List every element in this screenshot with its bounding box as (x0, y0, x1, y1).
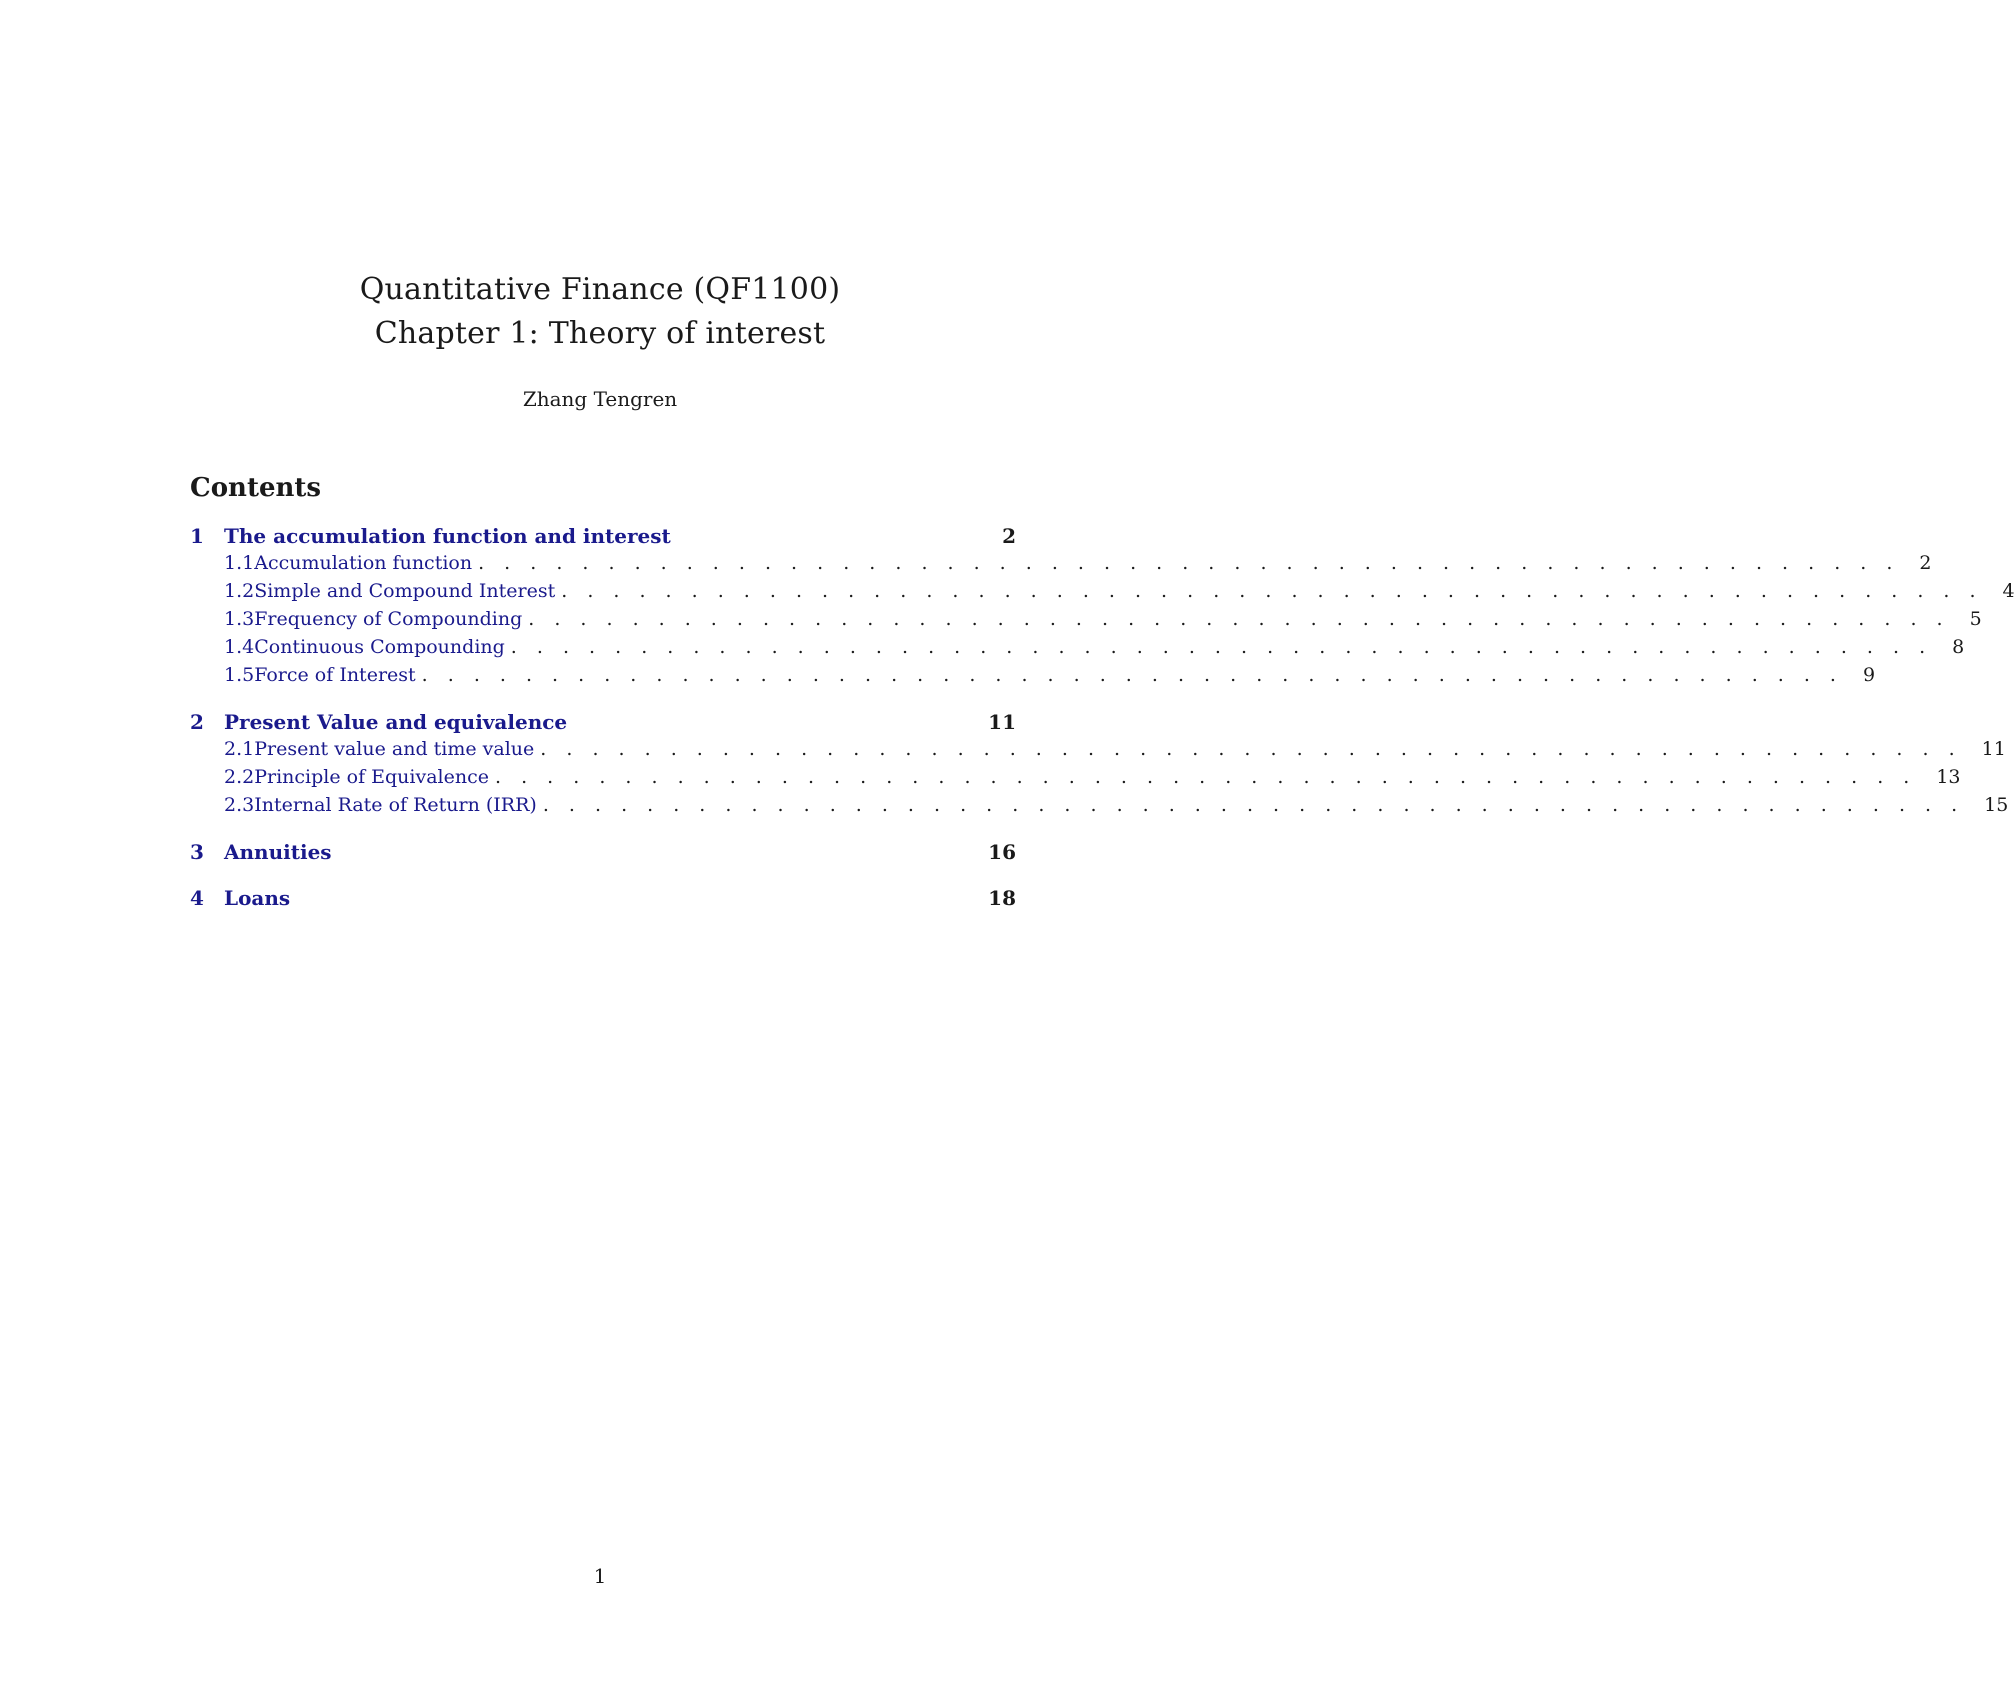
table-of-contents (190, 524, 2015, 932)
toc-section-number: 4 (190, 886, 204, 910)
toc-section-link[interactable] (190, 710, 1016, 738)
toc-subsection-link[interactable] (190, 766, 1961, 794)
toc-section-title: Annuities (224, 840, 332, 864)
toc-subsection-title: Simple and Compound Interest (254, 580, 556, 602)
toc-section-page: 16 (988, 840, 1016, 864)
toc-subsection-number: 2.2 (224, 766, 255, 788)
toc-section-title: Present Value and equivalence (224, 710, 568, 734)
toc-subsection-number: 2.3 (224, 794, 255, 816)
toc-subsection-page: 11 (1981, 738, 2006, 760)
toc-dot-leader: . . . . . . . . . . . . . . . . . . . . . . . . . . . . . . . . . . . . . . . . . . . . . . . . . . . . . . . (510, 636, 1933, 658)
toc-dot-leader: . . . . . . . . . . . . . . . . . . . . . . . . . . . . . . . . . . . . . . . . . . . . . . . . . . . . . . . (478, 552, 1900, 574)
toc-section-number: 1 (190, 524, 204, 548)
toc-section-page: 11 (988, 710, 1016, 734)
toc-section (190, 886, 1016, 914)
toc-subsection-title: Principle of Equivalence (254, 766, 490, 788)
toc-subsection-number: 1.2 (224, 580, 255, 602)
toc-dot-leader: . . . . . . . . . . . . . . . . . . . . . . . . . . . . . . . . . . . . . . . . . . . . . . . . . . . . . . . (528, 608, 1950, 630)
toc-dot-leader: . . . . . . . . . . . . . . . . . . . . . . . . . . . . . . . . . . . . . . . . . . . . . . . . . . . . . . . (561, 580, 1983, 602)
toc-subsection-title: Force of Interest (254, 664, 416, 686)
toc-section (190, 710, 2009, 822)
toc-subsection-number: 1.4 (224, 636, 255, 658)
toc-section-page: 2 (1002, 524, 1016, 548)
toc-section (190, 840, 1016, 868)
toc-subsection-title: Frequency of Compounding (254, 608, 523, 630)
toc-section-number: 3 (190, 840, 204, 864)
title-block (0, 268, 1200, 412)
toc-subsection-title: Continuous Compounding (254, 636, 505, 658)
toc-dot-leader: . . . . . . . . . . . . . . . . . . . . . . . . . . . . . . . . . . . . . . . . . . . . . . . . . . . . . . . (540, 738, 1962, 760)
toc-dot-leader: . . . . . . . . . . . . . . . . . . . . . . . . . . . . . . . . . . . . . . . . . . . . . . . . . . . . . . . (421, 664, 1843, 686)
page-number: 1 (593, 1564, 607, 1588)
toc-subsection-link[interactable] (190, 636, 1965, 664)
toc-section-link[interactable] (190, 840, 1016, 868)
toc-section (190, 524, 2015, 692)
contents-heading: Contents (190, 473, 322, 503)
toc-subsection-page: 13 (1936, 766, 1961, 788)
toc-subsection-link[interactable] (190, 608, 1982, 636)
document-title: Quantitative Finance (QF1100) (359, 272, 841, 307)
toc-subsection-link[interactable] (190, 794, 2009, 822)
toc-section-title: Loans (224, 886, 291, 910)
toc-section-page: 18 (988, 886, 1016, 910)
toc-subsection-number: 1.3 (224, 608, 255, 630)
toc-subsection-link[interactable] (190, 552, 1932, 580)
toc-subsection-title: Accumulation function (254, 552, 473, 574)
toc-subsection-title: Internal Rate of Return (IRR) (254, 794, 537, 816)
toc-subsection-page: 9 (1862, 664, 1876, 686)
toc-section-link[interactable] (190, 886, 1016, 914)
toc-section-number: 2 (190, 710, 204, 734)
toc-subsection-number: 1.5 (224, 664, 255, 686)
toc-subsection-page: 8 (1952, 636, 1965, 658)
toc-subsection-page: 15 (1984, 794, 2009, 816)
toc-subsection-number: 2.1 (224, 738, 255, 760)
author-name: Zhang Tengren (522, 387, 678, 411)
toc-section-link[interactable] (190, 524, 1016, 552)
toc-subsection-link[interactable] (190, 738, 2006, 766)
toc-dot-leader: . . . . . . . . . . . . . . . . . . . . . . . . . . . . . . . . . . . . . . . . . . . . . . . . . . . . . . . (495, 766, 1917, 788)
toc-subsection-page: 5 (1969, 608, 1982, 630)
chapter-title: Chapter 1: Theory of interest (374, 316, 826, 351)
toc-subsection-number: 1.1 (224, 552, 255, 574)
toc-subsection-page: 2 (1919, 552, 1932, 574)
toc-subsection-link[interactable] (190, 664, 1876, 692)
toc-subsection-link[interactable] (190, 580, 2015, 608)
toc-section-title: The accumulation function and interest (224, 524, 671, 548)
toc-subsection-title: Present value and time value (254, 738, 535, 760)
toc-dot-leader: . . . . . . . . . . . . . . . . . . . . . . . . . . . . . . . . . . . . . . . . . . . . . . . . . . . . . . . (542, 794, 1965, 816)
toc-subsection-page: 4 (2002, 580, 2015, 602)
